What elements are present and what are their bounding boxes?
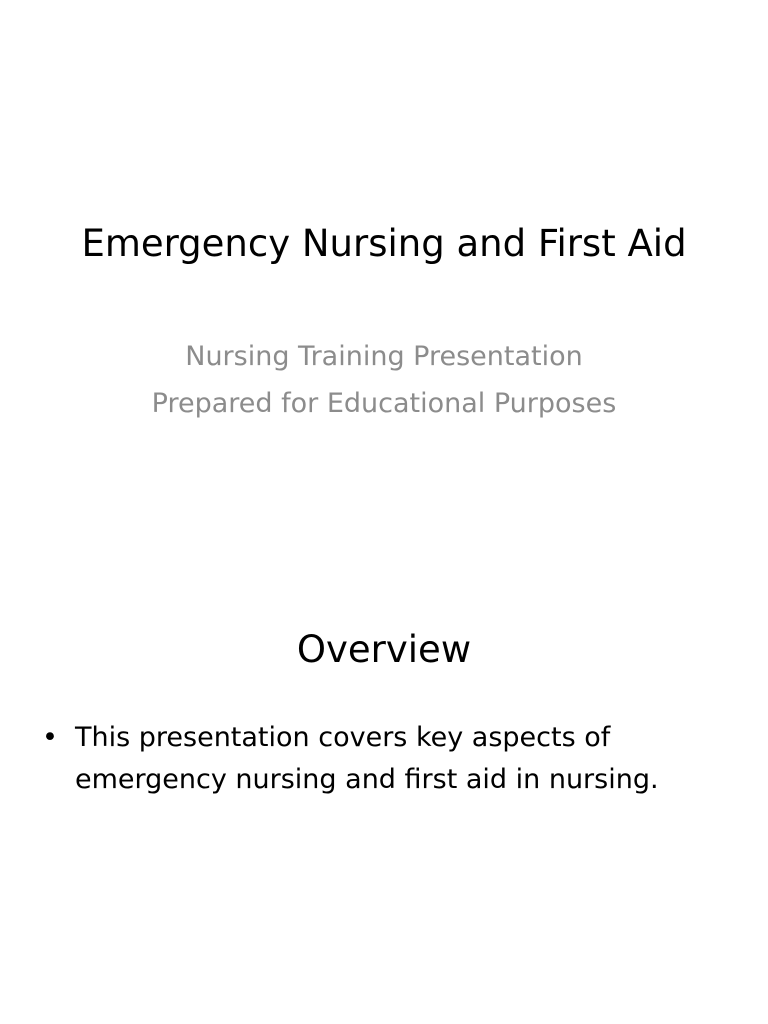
- subtitle-line-1: Nursing Training Presentation: [185, 341, 583, 372]
- bullet-list: [40, 717, 730, 801]
- presentation-title: Emergency Nursing and First Aid: [81, 222, 687, 265]
- bullet-icon: •: [42, 722, 58, 753]
- presentation-subtitle: [0, 333, 768, 427]
- subtitle-line-2: Prepared for Educational Purposes: [151, 388, 617, 419]
- bullet-text: This presentation covers key aspects of emergency nursing and first aid in nursing.: [75, 722, 659, 795]
- overview-title: Overview: [296, 628, 472, 671]
- overview-slide: [0, 512, 768, 1024]
- list-item: [40, 717, 730, 801]
